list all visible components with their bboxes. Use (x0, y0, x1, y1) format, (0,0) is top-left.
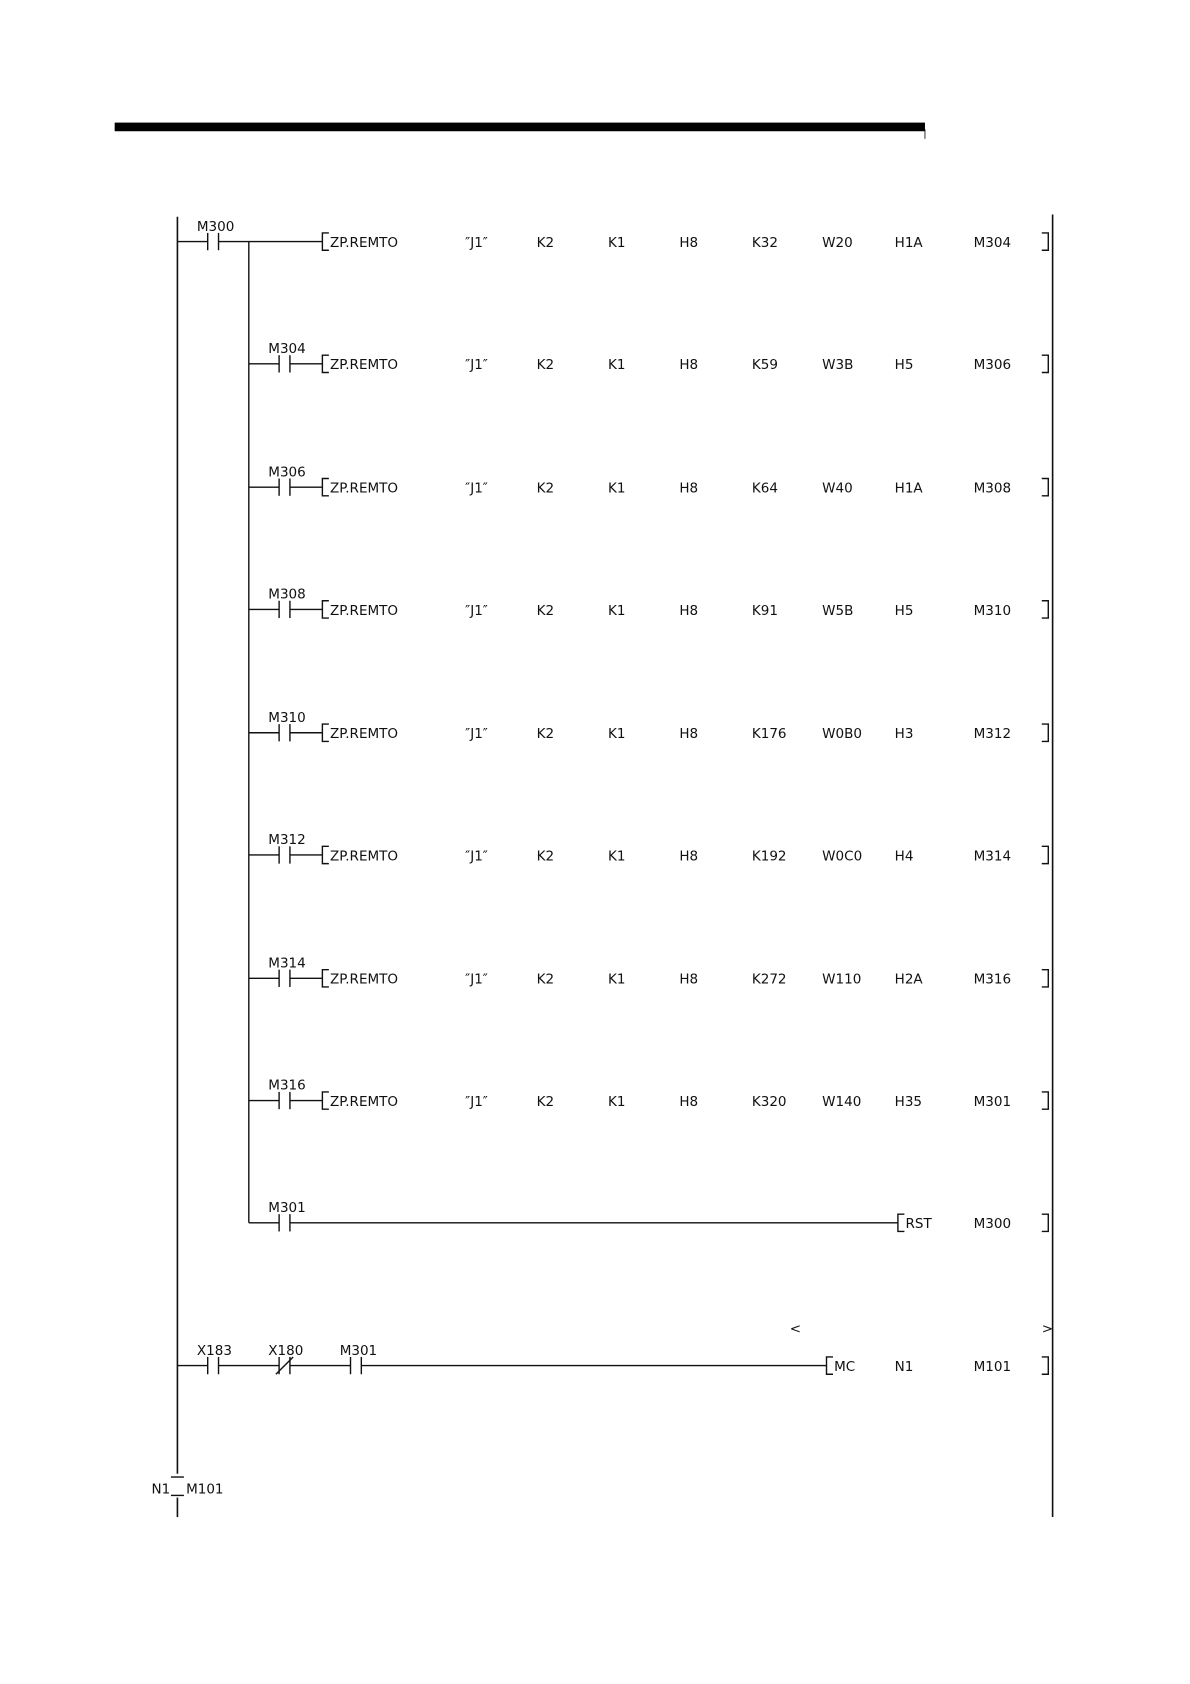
instruction-operand: W5B (822, 602, 854, 619)
instruction-operand: M101 (973, 1359, 1012, 1376)
page-header-rule (115, 123, 925, 132)
instruction-operand: H8 (679, 848, 699, 865)
instruction-close-bracket (1042, 724, 1048, 741)
instruction-operand: ″J1″ (465, 848, 488, 865)
instruction-name: ZP.REMTO (329, 1093, 399, 1110)
instruction-operand: W140 (822, 1093, 862, 1110)
contact-label: X180 (268, 1342, 304, 1359)
instruction-operand: M314 (973, 848, 1012, 865)
instruction-open-bracket (322, 724, 328, 741)
contact-label: X183 (196, 1342, 232, 1359)
instruction-operand: H1A (894, 480, 923, 497)
instruction-close-bracket (1042, 1357, 1048, 1374)
instruction-operand: W3B (822, 357, 854, 374)
instruction-name: ZP.REMTO (329, 480, 399, 497)
instruction-close-bracket (1042, 355, 1048, 372)
contact-label: M308 (268, 586, 306, 603)
contact-label: M301 (268, 1199, 306, 1216)
instruction-name: ZP.REMTO (329, 235, 399, 251)
comment-marker-close: > (1041, 1321, 1054, 1338)
mc-nesting-device: M101 (186, 1481, 224, 1498)
instruction-operand: K91 (751, 602, 778, 619)
instruction-operand: ″J1″ (465, 602, 488, 619)
contact-label: M312 (268, 832, 306, 849)
instruction-open-bracket (827, 1357, 833, 1374)
contact-label: M304 (268, 341, 306, 358)
instruction-open-bracket (322, 233, 328, 250)
instruction-operand: K1 (607, 848, 626, 865)
instruction-operand: K1 (607, 602, 626, 619)
instruction-operand: H4 (894, 848, 914, 865)
instruction-close-bracket (1042, 846, 1048, 863)
contact-label: M314 (268, 955, 306, 972)
mc-nesting-label: N1 (151, 1481, 171, 1498)
instruction-name: ZP.REMTO (329, 726, 399, 743)
instruction-operand: H8 (679, 480, 699, 497)
instruction-operand: H8 (679, 971, 699, 988)
contact-label: M301 (339, 1342, 378, 1359)
instruction-operand: M316 (973, 971, 1012, 988)
instruction-operand: ″J1″ (465, 726, 488, 743)
instruction-open-bracket (898, 1214, 904, 1231)
contact-label: M306 (268, 464, 306, 481)
instruction-operand: K1 (607, 357, 626, 374)
instruction-name: RST (905, 1216, 932, 1233)
instruction-close-bracket (1042, 233, 1048, 250)
instruction-operand: M312 (973, 726, 1012, 743)
instruction-operand: K1 (607, 480, 626, 497)
instruction-operand: W0C0 (822, 848, 863, 865)
instruction-operand: K2 (536, 480, 555, 497)
comment-marker-open: < (789, 1321, 802, 1338)
instruction-operand: K272 (751, 971, 787, 988)
instruction-operand: K1 (607, 726, 626, 743)
instruction-operand: H8 (679, 235, 699, 251)
instruction-operand: H5 (894, 602, 914, 619)
instruction-open-bracket (322, 601, 328, 618)
instruction-operand: H8 (679, 602, 699, 619)
instruction-operand: K2 (536, 1093, 555, 1110)
instruction-name: MC (834, 1359, 856, 1376)
instruction-operand: W40 (822, 480, 853, 497)
instruction-operand: K2 (536, 726, 555, 743)
instruction-operand: M306 (973, 357, 1012, 374)
instruction-operand: M308 (973, 480, 1012, 497)
instruction-operand: ″J1″ (465, 1093, 488, 1110)
instruction-operand: W110 (822, 971, 862, 988)
instruction-operand: H8 (679, 1093, 699, 1110)
instruction-operand: K2 (536, 357, 555, 374)
instruction-operand: H5 (894, 357, 914, 374)
instruction-name: ZP.REMTO (329, 602, 399, 619)
instruction-operand: H2A (894, 971, 923, 988)
instruction-operand: K1 (607, 971, 626, 988)
instruction-operand: K2 (536, 971, 555, 988)
instruction-close-bracket (1042, 1092, 1048, 1109)
instruction-operand: K320 (751, 1093, 787, 1110)
instruction-name: ZP.REMTO (329, 971, 399, 988)
instruction-operand: ″J1″ (465, 971, 488, 988)
instruction-operand: W20 (822, 235, 853, 251)
instruction-close-bracket (1042, 601, 1048, 618)
contact-label: M300 (196, 218, 235, 235)
instruction-operand: W0B0 (822, 726, 863, 743)
instruction-operand: H8 (679, 357, 699, 374)
instruction-operand: K176 (751, 726, 787, 743)
contact-label: M310 (268, 709, 306, 726)
instruction-operand: H3 (894, 726, 914, 743)
instruction-operand: M310 (973, 602, 1012, 619)
instruction-operand: K2 (536, 602, 555, 619)
instruction-close-bracket (1042, 479, 1048, 496)
instruction-name: ZP.REMTO (329, 357, 399, 374)
instruction-operand: N1 (894, 1359, 914, 1376)
contact-label: M316 (268, 1077, 306, 1094)
instruction-open-bracket (322, 970, 328, 987)
instruction-open-bracket (322, 1092, 328, 1109)
instruction-operand: K1 (607, 1093, 626, 1110)
instruction-operand: K192 (751, 848, 787, 865)
instruction-operand: ″J1″ (465, 235, 488, 251)
instruction-operand: K64 (751, 480, 778, 497)
instruction-open-bracket (322, 355, 328, 372)
instruction-open-bracket (322, 479, 328, 496)
instruction-operand: M300 (973, 1216, 1012, 1233)
instruction-operand: K32 (751, 235, 778, 251)
instruction-operand: ″J1″ (465, 480, 488, 497)
instruction-operand: H35 (894, 1093, 923, 1110)
instruction-operand: K2 (536, 235, 555, 251)
instruction-close-bracket (1042, 970, 1048, 987)
instruction-operand: K1 (607, 235, 626, 251)
instruction-operand: M301 (973, 1093, 1012, 1110)
instruction-close-bracket (1042, 1214, 1048, 1231)
instruction-operand: M304 (973, 235, 1012, 251)
instruction-operand: K2 (536, 848, 555, 865)
instruction-open-bracket (322, 846, 328, 863)
instruction-operand: K59 (751, 357, 778, 374)
instruction-operand: H8 (679, 726, 699, 743)
instruction-operand: ″J1″ (465, 357, 488, 374)
instruction-name: ZP.REMTO (329, 848, 399, 865)
instruction-operand: H1A (894, 235, 923, 251)
